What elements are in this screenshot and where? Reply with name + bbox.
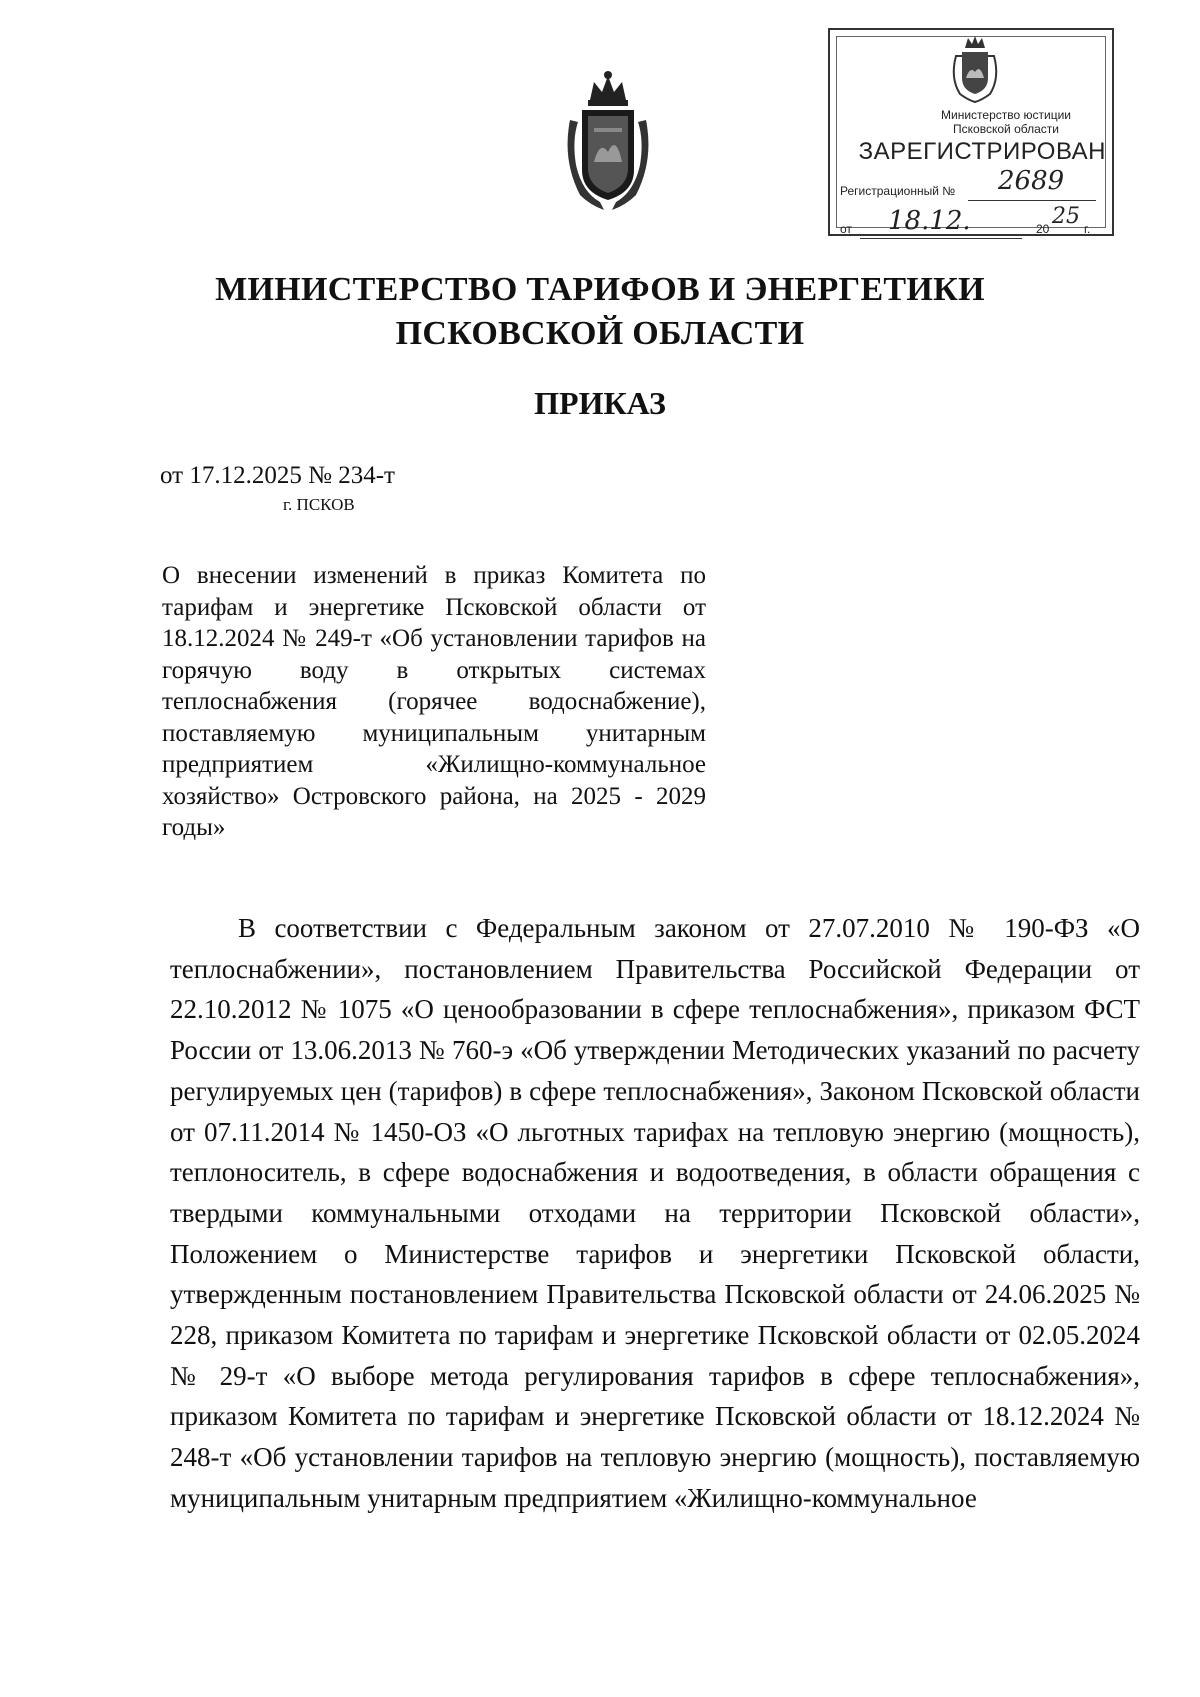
stamp-year-prefix: 20 [1036, 222, 1050, 236]
stamp-ministry [830, 108, 1112, 136]
order-reference: от 17.12.2025 № 234-т [160, 462, 395, 489]
stamp-registered-label: ЗАРЕГИСТРИРОВАН [858, 138, 1106, 165]
stamp-ministry-line1: Министерство юстиции [941, 108, 1071, 122]
stamp-date-value: 18.12. [888, 206, 971, 236]
order-body-paragraph: В соответствии с Федеральным законом от 27.07.2010 № 190-ФЗ «О теплоснабжении», постановлением Правительства Российской Федерации от 22.10.2012 № 1075 «О ценообразовании в сфере теплоснабжения», приказом ФСТ России от 13.06.2013 № 760-э «Об утверждении Методических указаний по расчету регулируемых цен (тарифов) в сфере теплоснабжения», Законом Псковской области от 07.11.2014 № 1450-ОЗ «О льготных тарифах на тепловую энергию (мощность), теплоноситель, в сфере водоснабжения и водоотведения, в области обращения с твердыми коммунальными отходами на территории Псковской области», Положением о Министерстве тарифов и энергетики Псковской области, утвержденным постановлением Правительства Псковской области от 24.06.2025 № 228, приказом Комитета по тарифам и энергетике Псковской области от 02.05.2024 № 29-т «О выборе метода регулирования тарифов в сфере теплоснабжения», приказом Комитета по тарифам и энергетике Псковской области от 18.12.2024 № 248-т «Об установлении тарифов на тепловую энергию (мощность), поставляемую муниципальным унитарным предприятием «Жилищно-коммунальное [170, 913, 1140, 1513]
stamp-ministry-line2: Псковской области [953, 122, 1059, 136]
stamp-date-row [840, 204, 1104, 240]
city-label: г. ПСКОВ [283, 495, 355, 514]
coat-of-arms-icon [560, 70, 656, 215]
ministry-title-line1: МИНИСТЕРСТВО ТАРИФОВ И ЭНЕРГЕТИКИ [215, 271, 985, 308]
ministry-title [0, 268, 1200, 356]
stamp-year-suffix: г. [1084, 222, 1091, 236]
stamp-year-value: 25 [1052, 204, 1080, 229]
registration-stamp [828, 28, 1114, 236]
stamp-emblem-icon [948, 34, 1002, 104]
stamp-date-prefix: от [840, 222, 852, 236]
ministry-title-line2: ПСКОВСКОЙ ОБЛАСТИ [395, 315, 805, 352]
stamp-date-underline [860, 238, 1022, 239]
stamp-reg-number: 2689 [998, 166, 1065, 196]
stamp-reg-label: Регистрационный № [840, 184, 956, 198]
document-type: ПРИКАЗ [534, 385, 666, 421]
stamp-reg-number-row [840, 166, 1104, 202]
stamp-reg-underline [968, 200, 1096, 201]
order-subject: О внесении изменений в приказ Комитета по тарифам и энергетике Псковской области от 18.12.2024 № 249-т «Об установлении тарифов на горячую воду в открытых системах теплоснабжения (горячее водоснабжение), поставляемую муниципальным унитарным предприятием «Жилищно-коммунальное хозяйство» Островского района, на 2025 - 2029 годы» [162, 562, 706, 841]
